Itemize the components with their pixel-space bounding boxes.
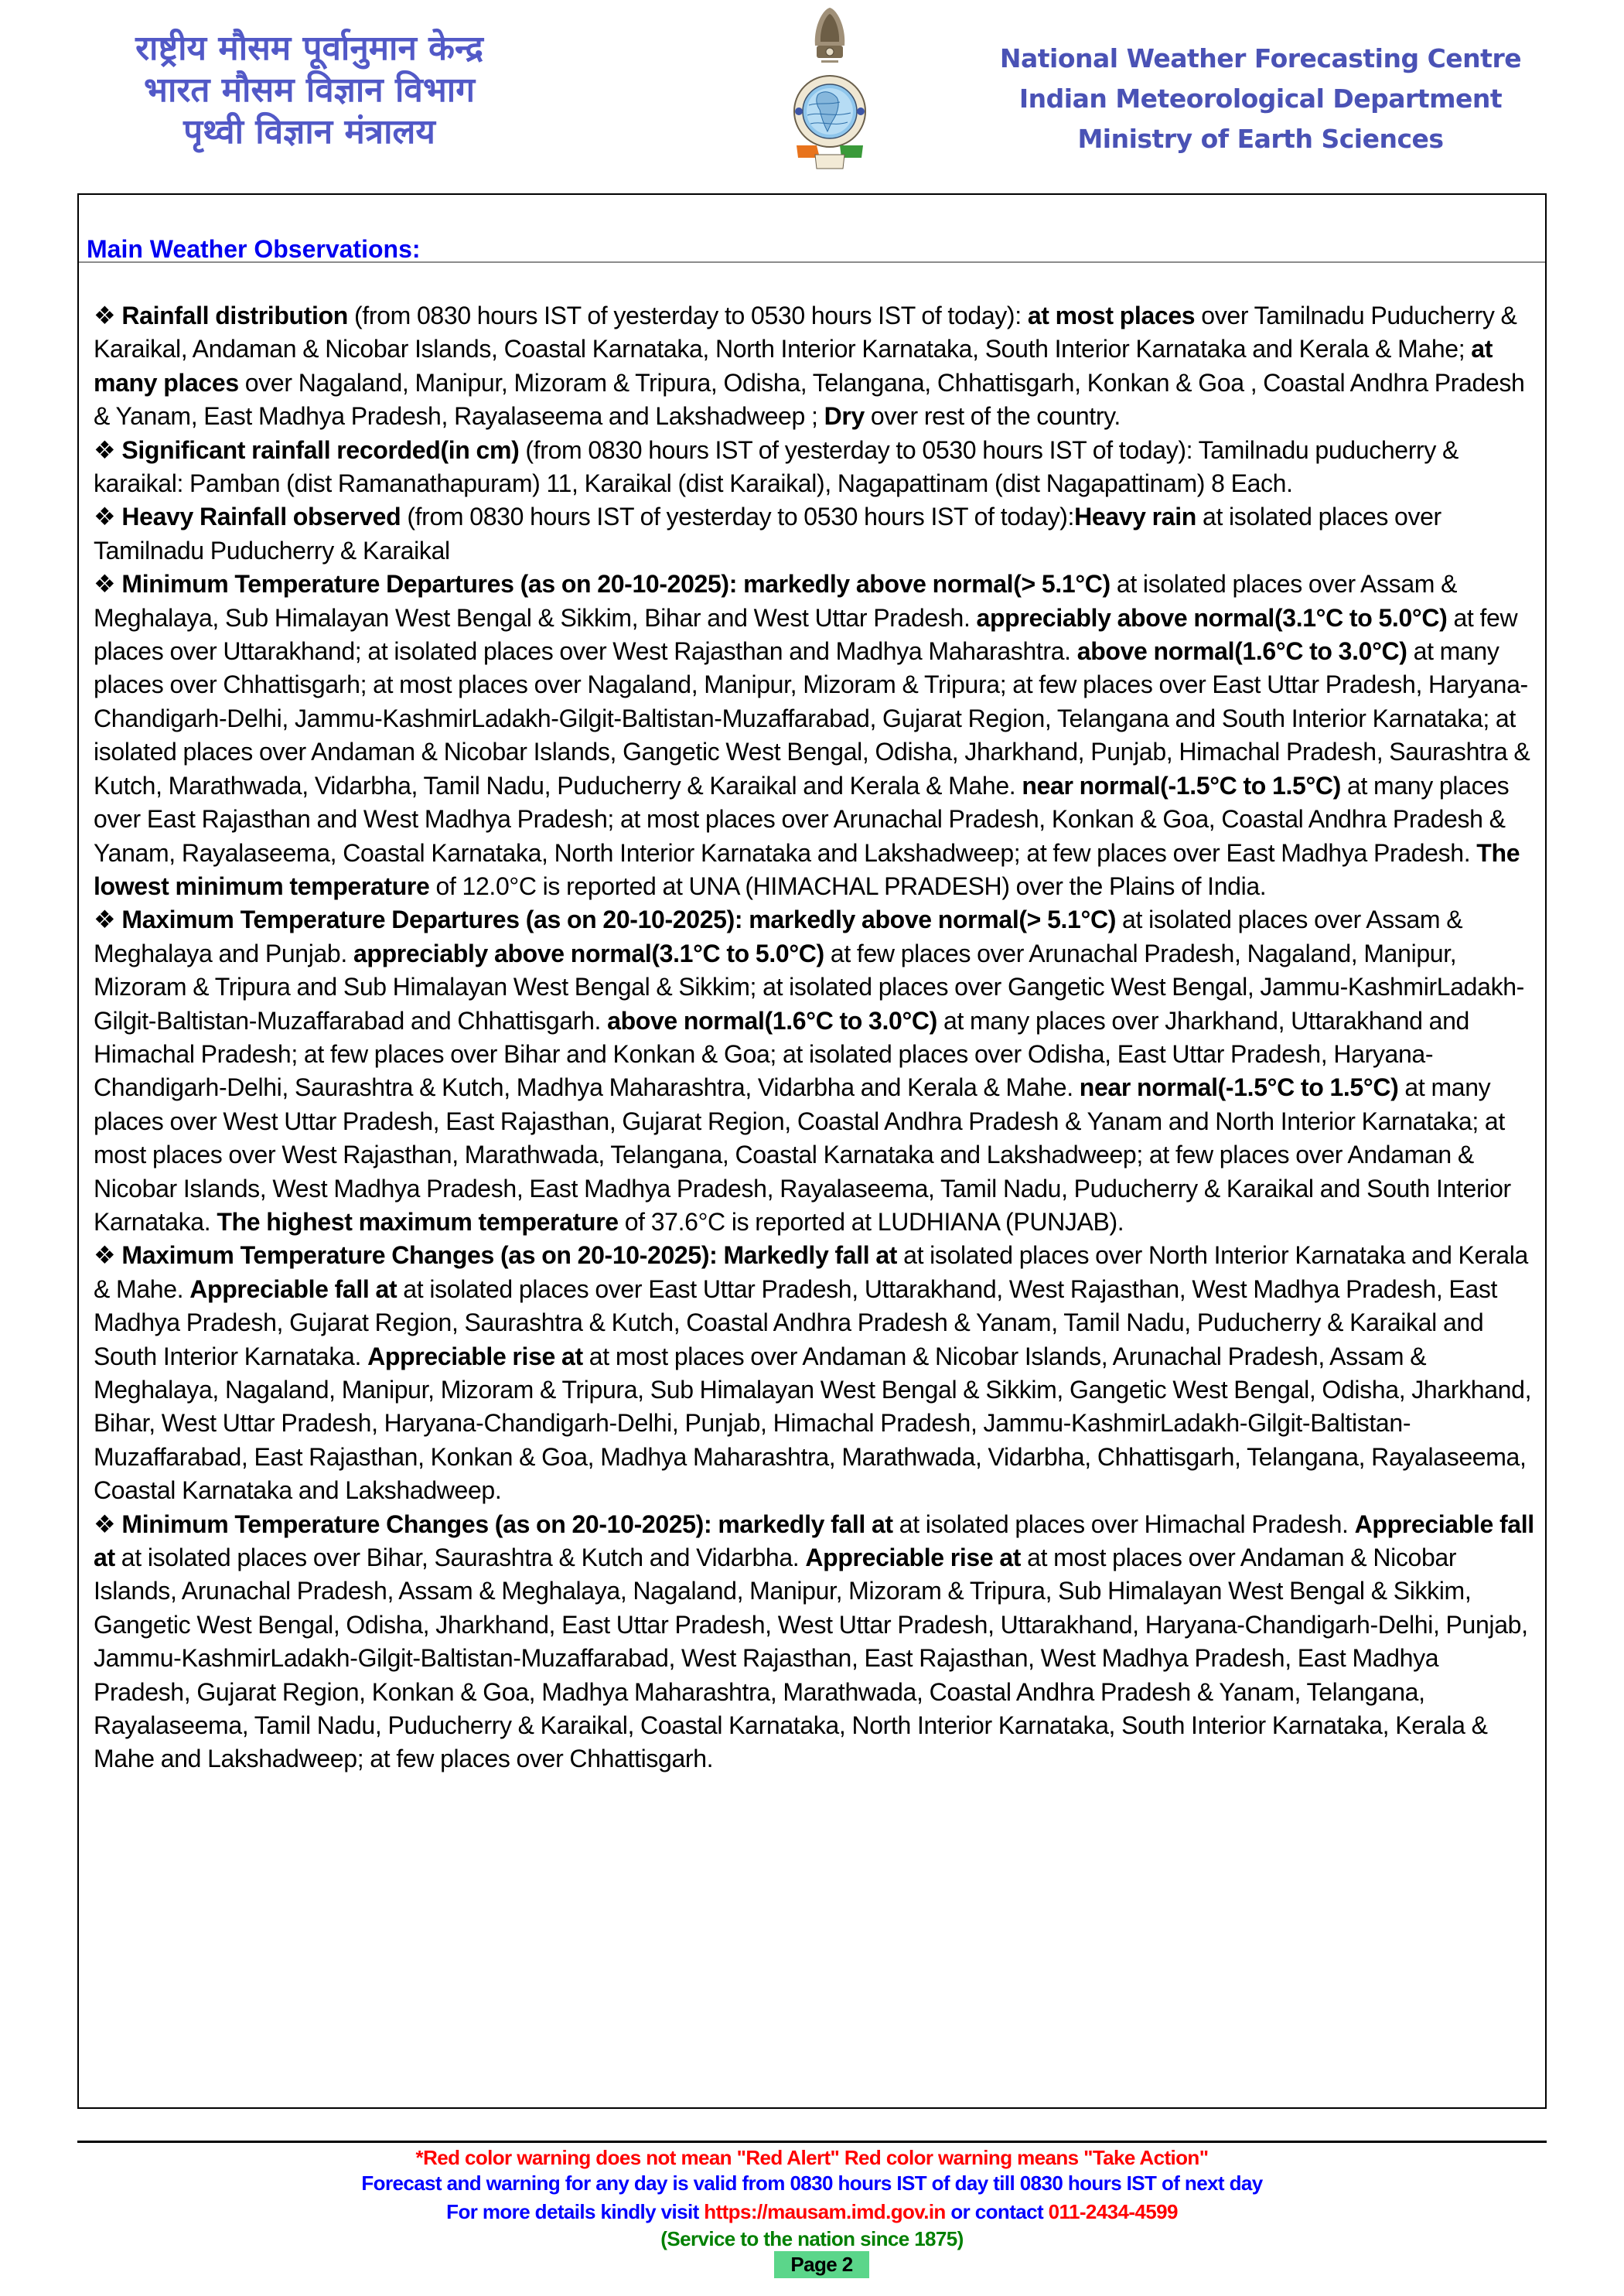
observation-text: at few places over Arunachal Pradesh, Nagaland, Manipur, Mizoram & Tripura and Sub Himalayan West Bengal & Sikkim; at isolated places over Gangetic West Bengal, Jammu-KashmirLadakh-Gilgit-Baltistan-Muzaffarabad and Chhattisgarh. bbox=[94, 939, 1524, 1035]
diamond-bullet-icon: ❖ bbox=[94, 302, 122, 329]
observation-text: at isolated places over North Interior Karnataka and Kerala & Mahe. bbox=[94, 1241, 1528, 1303]
website-link[interactable]: https://mausam.imd.gov.in bbox=[704, 2200, 946, 2223]
observation-emphasis: Maximum Temperature Changes (as on 20-10-2025): Markedly fall at bbox=[121, 1241, 898, 1270]
imd-emblem-icon bbox=[793, 3, 866, 181]
observation-emphasis: Minimum Temperature Changes (as on 20-10-2025): markedly fall at bbox=[121, 1510, 893, 1538]
observation-paragraph bbox=[94, 434, 1540, 501]
observation-text: at isolated places over Tamilnadu Puducherry & Karaikal bbox=[94, 503, 1441, 565]
observation-emphasis: Maximum Temperature Departures (as on 20-10-2025): markedly above normal(> 5.1°C) bbox=[121, 906, 1117, 934]
footer-divider bbox=[77, 2141, 1547, 2143]
observation-text: at many places over West Uttar Pradesh, East Rajasthan, Gujarat Region, Coastal Andhra Pradesh & Yanam and North Interior Karnataka; at most places over West Rajasthan, Marathwada, Telangana, Coastal Karnataka and Lakshadweep; at few places over Andaman & Nicobar Islands, West Madhya Pradesh, East Madhya Pradesh, Rayalaseema, Tamil Nadu, Puducherry & Karaikal and South Interior Karnataka. bbox=[94, 1073, 1511, 1236]
observation-emphasis: Appreciable rise at bbox=[367, 1342, 583, 1370]
hindi-header-line: पृथ्वी विज्ञान मंत्रालय bbox=[183, 112, 435, 152]
observation-text: at isolated places over Himachal Pradesh. bbox=[892, 1510, 1355, 1538]
observation-text: over Tamilnadu Puducherry & Karaikal, Andaman & Nicobar Islands, Coastal Karnataka, North Interior Karnataka, South Interior Karnataka and Kerala & Mahe; bbox=[94, 302, 1517, 363]
diamond-bullet-icon: ❖ bbox=[94, 570, 122, 599]
observation-paragraph bbox=[94, 568, 1540, 903]
diamond-bullet-icon: ❖ bbox=[94, 1510, 122, 1538]
validity-note: Forecast and warning for any day is valid from 0830 hours IST of day till 0830 hours IST of next day bbox=[361, 2171, 1263, 2195]
diamond-bullet-icon: ❖ bbox=[94, 1241, 122, 1270]
observation-text: (from 0830 hours IST of yesterday to 0530 hours IST of today): bbox=[401, 503, 1075, 531]
observation-emphasis: Heavy rain bbox=[1074, 503, 1196, 531]
observation-paragraph bbox=[94, 1508, 1540, 1776]
observations-title: Main Weather Observations: bbox=[87, 235, 421, 263]
observation-emphasis: appreciably above normal(3.1°C to 5.0°C) bbox=[976, 603, 1448, 632]
english-header-line: National Weather Forecasting Centre bbox=[999, 43, 1522, 73]
observation-emphasis: at most places bbox=[1027, 302, 1196, 329]
lion-capital-icon bbox=[815, 8, 844, 63]
contact-details bbox=[0, 2199, 1624, 2225]
observation-text: (from 0830 hours IST of yesterday to 0530 hours IST of today): Tamilnadu puducherry & karaikal: Pamban (dist Ramanathapuram) 11, Karaikal (dist Karaikal), Nagapattinam (dist Nagapattinam) 8 Each. bbox=[94, 435, 1459, 498]
observations-panel bbox=[77, 193, 1547, 2109]
red-warning-note: *Red color warning does not mean "Red Alert" Red color warning means "Take Action" bbox=[415, 2146, 1209, 2169]
observation-emphasis: Appreciable fall at bbox=[189, 1274, 397, 1303]
observation-emphasis: above normal(1.6°C to 3.0°C) bbox=[607, 1006, 937, 1035]
observation-paragraph bbox=[94, 1239, 1540, 1507]
observation-emphasis: appreciably above normal(3.1°C to 5.0°C) bbox=[353, 939, 824, 967]
observation-emphasis: The highest maximum temperature bbox=[217, 1207, 619, 1236]
observation-paragraph bbox=[94, 903, 1540, 1239]
observation-emphasis: near normal(-1.5°C to 1.5°C) bbox=[1079, 1073, 1399, 1102]
observation-text: at few places over Uttarakhand; at isolated places over West Rajasthan and Madhya Maharashtra. bbox=[94, 603, 1518, 666]
observation-emphasis: Dry bbox=[824, 402, 865, 431]
observation-emphasis: The lowest minimum temperature bbox=[94, 838, 1520, 900]
diamond-bullet-icon: ❖ bbox=[94, 906, 122, 934]
observation-text: of 12.0°C is reported at UNA (HIMACHAL PRADESH) over the Plains of India. bbox=[429, 872, 1267, 900]
observation-emphasis: Significant rainfall recorded(in cm) bbox=[121, 435, 520, 464]
observation-text: at many places over Jharkhand, Uttarakhand and Himachal Pradesh; at few places over Bihar and Konkan & Goa; at isolated places over Odisha, East Uttar Pradesh, Haryana-Chandigarh-Delhi, Saurashtra & Kutch, Madhya Maharashtra, Vidarbha and Kerala & Mahe. bbox=[94, 1006, 1470, 1102]
observation-emphasis: Heavy Rainfall observed bbox=[121, 503, 401, 531]
observation-emphasis: at many places bbox=[94, 335, 1493, 397]
observation-text: over rest of the country. bbox=[864, 402, 1121, 431]
observation-text: at isolated places over East Uttar Pradesh, Uttarakhand, West Rajasthan, West Madhya Pradesh, East Madhya Pradesh, Gujarat Region, Saurashtra & Kutch, Coastal Andhra Pradesh & Yanam, Tamil Nadu, Puducherry & Karaikal and South Interior Karnataka. bbox=[94, 1274, 1498, 1370]
observation-text: over Nagaland, Manipur, Mizoram & Tripura, Odisha, Telangana, Chhattisgarh, Konkan & Goa , Coastal Andhra Pradesh & Yanam, East Madhya Pradesh, Rayalaseema and Lakshadweep ; bbox=[94, 368, 1525, 431]
observation-emphasis: Appreciable fall at bbox=[94, 1510, 1534, 1572]
observation-emphasis: Minimum Temperature Departures (as on 20-10-2025): markedly above normal(> 5.1°C) bbox=[121, 570, 1111, 599]
page-number-badge: Page 2 bbox=[774, 2251, 869, 2278]
english-header-line: Indian Meteorological Department bbox=[1018, 84, 1503, 114]
observation-text: at isolated places over Assam & Meghalaya, Sub Himalayan West Bengal & Sikkim, Bihar and West Uttar Pradesh. bbox=[94, 570, 1458, 632]
english-header bbox=[990, 39, 1531, 159]
observation-text: at most places over Andaman & Nicobar Islands, Arunachal Pradesh, Assam & Meghalaya, Nagaland, Manipur, Mizoram & Tripura, Sub Himalayan West Bengal & Sikkim, Gangetic West Bengal, Odisha, Jharkhand, East Uttar Pradesh, West Uttar Pradesh, Uttarakhand, Haryana-Chandigarh-Delhi, Punjab, Jammu-KashmirLadakh-Gilgit-Baltistan-Muzaffarabad, West Rajasthan, East Rajasthan, West Madhya Pradesh, East Madhya Pradesh, Gujarat Region, Konkan & Goa, Madhya Maharashtra, Marathwada, Coastal Andhra Pradesh & Yanam, Telangana, Rayalaseema, Tamil Nadu, Puducherry & Karaikal, Coastal Karnataka, North Interior Karnataka, South Interior Karnataka, Kerala & Mahe and Lakshadweep; at few places over Chhattisgarh. bbox=[94, 1544, 1528, 1773]
title-divider bbox=[79, 261, 1545, 263]
contact-middle: or contact bbox=[945, 2200, 1049, 2223]
hindi-header-line: राष्ट्रीय मौसम पूर्वानुमान केन्द्र bbox=[135, 29, 483, 68]
observation-text: at most places over Andaman & Nicobar Islands, Arunachal Pradesh, Assam & Meghalaya, Nagaland, Manipur, Mizoram & Tripura, Sub Himalayan West Bengal & Sikkim, Gangetic West Bengal, Odisha, Jharkhand, Bihar, West Uttar Pradesh, Haryana-Chandigarh-Delhi, Punjab, Himachal Pradesh, Jammu-KashmirLadakh-Gilgit-Baltistan-Muzaffarabad, East Rajasthan, Konkan & Goa, Madhya Maharashtra, Marathwada, Vidarbha, Chhattisgarh, Telangana, Rayalaseema, Coastal Karnataka and Lakshadweep. bbox=[94, 1342, 1532, 1505]
observation-paragraph bbox=[94, 500, 1540, 568]
hindi-header bbox=[116, 28, 503, 153]
diamond-bullet-icon: ❖ bbox=[94, 435, 122, 464]
observation-paragraph bbox=[94, 299, 1540, 434]
english-header-line: Ministry of Earth Sciences bbox=[1077, 124, 1444, 154]
observation-text: at isolated places over Bihar, Saurashtra & Kutch and Vidarbha. bbox=[114, 1544, 806, 1572]
observations-body bbox=[94, 299, 1540, 1776]
observation-text: at many places over East Rajasthan and West Madhya Pradesh; at most places over Arunachal Pradesh, Konkan & Goa, Coastal Andhra Pradesh & Yanam, Rayalaseema, Coastal Karnataka, North Interior Karnataka and Lakshadweep; at few places over East Madhya Pradesh. bbox=[94, 771, 1510, 867]
observation-emphasis: Rainfall distribution bbox=[121, 302, 348, 329]
phone-number: 011-2434-4599 bbox=[1048, 2200, 1178, 2223]
observation-text: of 37.6°C is reported at LUDHIANA (PUNJAB). bbox=[618, 1207, 1124, 1236]
hindi-header-line: भारत मौसम विज्ञान विभाग bbox=[144, 70, 475, 110]
observation-text: (from 0830 hours IST of yesterday to 0530 hours IST of today): bbox=[347, 302, 1028, 329]
observation-text: at many places over Chhattisgarh; at most places over Nagaland, Manipur, Mizoram & Tripura; at few places over East Uttar Pradesh, Haryana-Chandigarh-Delhi, Jammu-KashmirLadakh-Gilgit-Baltistan-Muzaffarabad, Gujarat Region, Telangana and South Interior Karnataka; at isolated places over Andaman & Nicobar Islands, Gangetic West Bengal, Odisha, Jharkhand, Punjab, Himachal Pradesh, Saurashtra & Kutch, Marathwada, Vidarbha, Tamil Nadu, Puducherry & Karaikal and Kerala & Mahe. bbox=[94, 637, 1530, 800]
diamond-bullet-icon: ❖ bbox=[94, 503, 122, 531]
observation-text: at isolated places over Assam & Meghalaya and Punjab. bbox=[94, 906, 1463, 967]
observation-emphasis: near normal(-1.5°C to 1.5°C) bbox=[1022, 771, 1341, 800]
observation-emphasis: above normal(1.6°C to 3.0°C) bbox=[1076, 637, 1407, 666]
service-note: (Service to the nation since 1875) bbox=[660, 2227, 964, 2250]
contact-prefix: For more details kindly visit bbox=[446, 2200, 705, 2223]
observation-emphasis: Appreciable rise at bbox=[805, 1544, 1022, 1572]
